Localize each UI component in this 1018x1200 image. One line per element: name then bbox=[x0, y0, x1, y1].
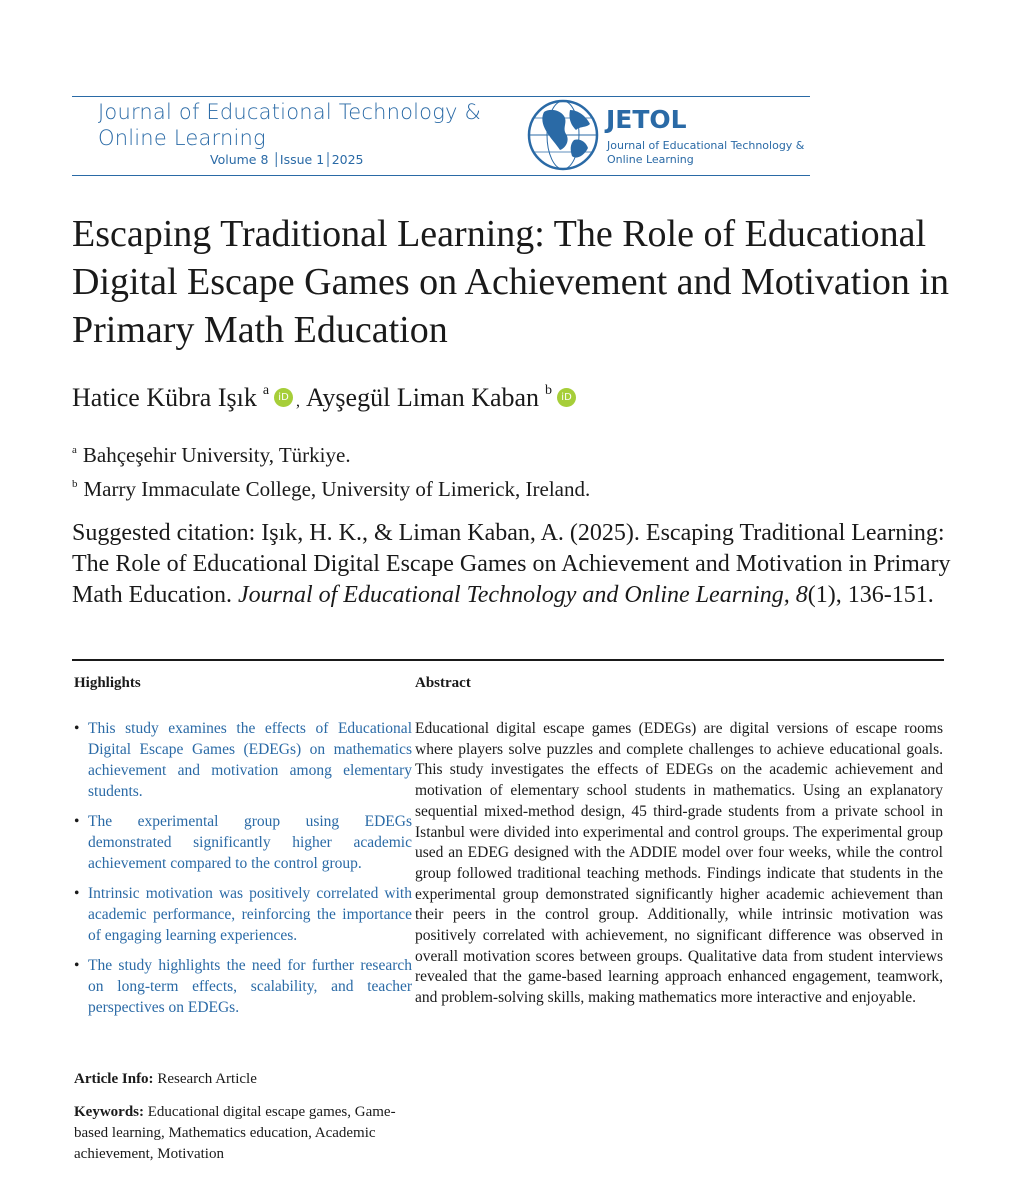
bullet-icon: • bbox=[74, 813, 80, 830]
author-name: Ayşegül Liman Kaban bbox=[306, 383, 540, 412]
suggested-citation: Suggested citation: Işık, H. K., & Liman Kaban, A. (2025). Escaping Traditional Learning: The Role of Educational Digital Escape Games on Achievement and Motivation in Primary Math Education. Journal of Educational Technology and Online Learning, 8(1), 136-151. bbox=[72, 520, 951, 608]
bullet-icon: • bbox=[74, 885, 80, 902]
highlights-heading: Highlights bbox=[74, 675, 141, 691]
journal-header bbox=[72, 96, 810, 176]
journal-name: Journal of Educational Technology & Online Learning bbox=[98, 100, 482, 150]
keywords: Keywords: Educational digital escape games, Game-based learning, Mathematics education, Academic achievement, Motivation bbox=[74, 1104, 396, 1162]
citation-journal: Journal of Educational Technology and Online Learning, 8 bbox=[237, 582, 808, 608]
logo-full-name: Journal of Educational Technology & Online Learning bbox=[607, 139, 805, 166]
highlight-item: • Intrinsic motivation was positively correlated with academic performance, reinforcing the importance of engaging learning experiences. bbox=[74, 885, 412, 944]
authors bbox=[72, 374, 576, 419]
affiliation-mark: b bbox=[545, 383, 553, 398]
orcid-icon[interactable]: iD bbox=[274, 388, 293, 407]
logo-abbreviation: JETOL bbox=[606, 105, 687, 134]
affiliation-item: $^b$ Marry Immaculate College, University of Limerick, Ireland. bbox=[72, 477, 591, 501]
highlights-list bbox=[74, 718, 412, 1027]
orcid-icon[interactable]: iD bbox=[557, 388, 576, 407]
highlight-item: • The experimental group using EDEGs demonstrated significantly higher academic achievement compared to the control group. bbox=[74, 813, 412, 872]
author-separator: , bbox=[296, 393, 301, 410]
affiliation-mark: a bbox=[262, 383, 270, 398]
bullet-icon: • bbox=[74, 720, 80, 737]
section-divider bbox=[72, 659, 944, 661]
globe-logo-icon bbox=[526, 98, 600, 172]
abstract-heading: Abstract bbox=[415, 675, 471, 691]
abstract-text: Educational digital escape games (EDEGs) are digital versions of escape rooms where players solve puzzles and complete challenges to achieve educational goals. This study investigates the effects of EDEGs on the academic achievement and motivation of elementary school students in mathematics. Using an explanatory sequential mixed-method design, 45 third-grade students from a private school in Istanbul were divided into experimental and control groups. The experimental group used an EDEG designed with the ADDIE model over four weeks, while the control group followed traditional teaching methods. Findings indicate that students in the experimental group demonstrated significantly higher academic achievement than their peers in the control group. Additionally, while intrinsic motivation was positively correlated with achievement, no significant difference was observed in overall motivation scores between groups. Qualitative data from student interviews revealed that the game-based learning approach enhanced engagement, teamwork, and problem-solving skills, making mathematics more interactive and enjoyable. bbox=[415, 720, 943, 1007]
highlight-item: • The study highlights the need for further research on long-term effects, scalability, and teacher perspectives on EDEGs. bbox=[74, 957, 412, 1016]
article-info: Article Info: Research Article bbox=[74, 1071, 257, 1087]
author-name: Hatice Kübra Işık bbox=[72, 383, 257, 412]
article-title: Escaping Traditional Learning: The Role of Educational Digital Escape Games on Achievement and Motivation in Primary Math Education bbox=[72, 213, 949, 351]
bullet-icon: • bbox=[74, 957, 80, 974]
affiliation-item: $^a$ Bahçeşehir University, Türkiye. bbox=[72, 443, 351, 467]
highlight-item: • This study examines the effects of Educational Digital Escape Games (EDEGs) on mathematics achievement and motivation among elementary students. bbox=[74, 720, 412, 800]
affiliations bbox=[72, 436, 590, 504]
volume-issue: Volume 8 │Issue 1│2025 bbox=[210, 152, 364, 167]
